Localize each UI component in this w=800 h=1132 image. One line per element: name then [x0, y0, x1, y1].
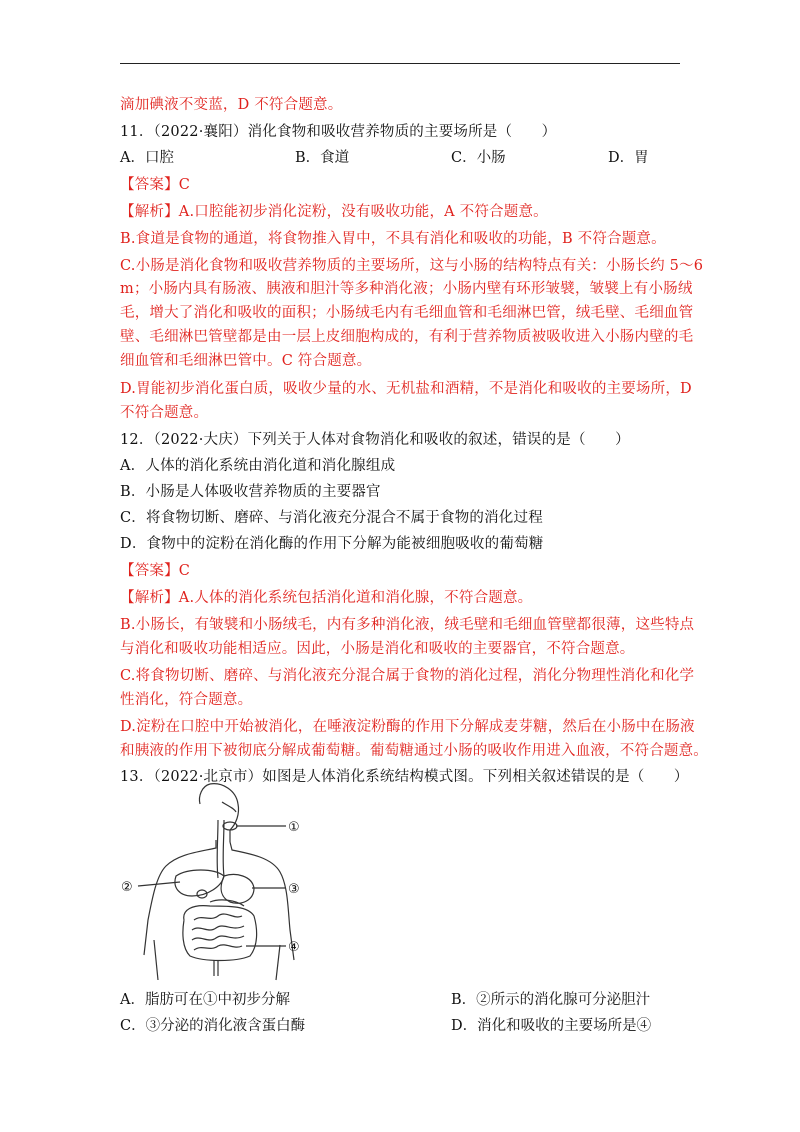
analysis-line: 与消化和吸收功能相适应。因此，小肠是消化和吸收的主要器官，不符合题意。 [120, 641, 635, 657]
text-line: 滴加碘液不变蓝，D 不符合题意。 [120, 97, 343, 113]
q11-option-d: D．胃 [608, 150, 649, 166]
q12-option-c: C．将食物切断、磨碎、与消化液充分混合不属于食物的消化过程 [120, 510, 543, 526]
header-rule [120, 63, 680, 64]
diagram-label-3: ③ [288, 882, 300, 897]
answer-12: 【答案】C [120, 563, 191, 579]
q13-option-d: D．消化和吸收的主要场所是④ [451, 1018, 652, 1034]
q13-option-b: B．②所示的消化腺可分泌胆汁 [451, 992, 651, 1008]
analysis-line: 细血管和毛细淋巴管中。C 符合题意。 [120, 353, 372, 369]
analysis-line: B.小肠长，有皱襞和小肠绒毛，内有多种消化液，绒毛壁和毛细血管壁都很薄，这些特点 [120, 617, 695, 633]
analysis-line: D.淀粉在口腔中开始被消化，在唾液淀粉酶的作用下分解成麦芽糖，然后在小肠中在肠液 [120, 719, 695, 735]
diagram-label-2: ② [121, 880, 133, 895]
analysis-line: 性消化，符合题意。 [120, 692, 253, 708]
analysis-line: m；小肠内具有肠液、胰液和胆汁等多种消化液；小肠内壁有环形皱襞，皱襞上有小肠绒 [120, 281, 693, 297]
q12-option-b: B．小肠是人体吸收营养物质的主要器官 [120, 484, 381, 500]
q11-option-c: C．小肠 [451, 150, 506, 166]
analysis-line: C.将食物切断、磨碎、与消化液充分混合属于食物的消化过程，消化分物理性消化和化学 [120, 668, 695, 684]
q11-option-a: A．口腔 [120, 150, 174, 166]
analysis-line: 毛，增大了消化和吸收的面积；小肠绒毛内有毛细血管和毛细淋巴管，绒毛壁、毛细血管 [120, 305, 694, 321]
diagram-label-4: ④ [288, 940, 300, 955]
analysis-line: B.食道是食物的通道，将食物推入胃中，不具有消化和吸收的功能，B 不符合题意。 [120, 231, 666, 247]
question-11: 11．（2022·襄阳）消化食物和吸收营养物质的主要场所是（ ） [120, 124, 557, 140]
question-13: 13．（2022·北京市）如图是人体消化系统结构模式图。下列相关叙述错误的是（ ） [120, 769, 689, 785]
q13-option-a: A．脂肪可在①中初步分解 [120, 992, 290, 1008]
analysis-line: 【解析】A.口腔能初步消化淀粉，没有吸收功能，A 不符合题意。 [120, 204, 548, 220]
analysis-line: C.小肠是消化食物和吸收营养物质的主要场所，这与小肠的结构特点有关：小肠长约 5～6 [120, 258, 704, 274]
analysis-line: 【解析】A.人体的消化系统包括消化道和消化腺，不符合题意。 [120, 590, 533, 606]
analysis-line: 不符合题意。 [120, 405, 209, 421]
analysis-line: 和胰液的作用下被彻底分解成葡萄糖。葡萄糖通过小肠的吸收作用进入血液，不符合题意。 [120, 743, 708, 759]
answer-11: 【答案】C [120, 177, 191, 193]
q11-option-b: B．食道 [295, 150, 350, 166]
q12-option-a: A．人体的消化系统由消化道和消化腺组成 [120, 458, 396, 474]
q13-option-c: C．③分泌的消化液含蛋白酶 [120, 1018, 306, 1034]
analysis-line: D.胃能初步消化蛋白质，吸收少量的水、无机盐和酒精，不是消化和吸收的主要场所，D [120, 381, 692, 397]
question-12: 12．（2022·大庆）下列关于人体对食物消化和吸收的叙述，错误的是（ ） [120, 432, 630, 448]
digestive-system-diagram [118, 780, 318, 985]
diagram-label-1: ① [288, 820, 300, 835]
analysis-line: 壁、毛细淋巴管壁都是由一层上皮细胞构成的，有利于营养物质被吸收进入小肠内壁的毛 [120, 329, 694, 345]
q12-option-d: D．食物中的淀粉在消化酶的作用下分解为能被细胞吸收的葡萄糖 [120, 536, 544, 552]
